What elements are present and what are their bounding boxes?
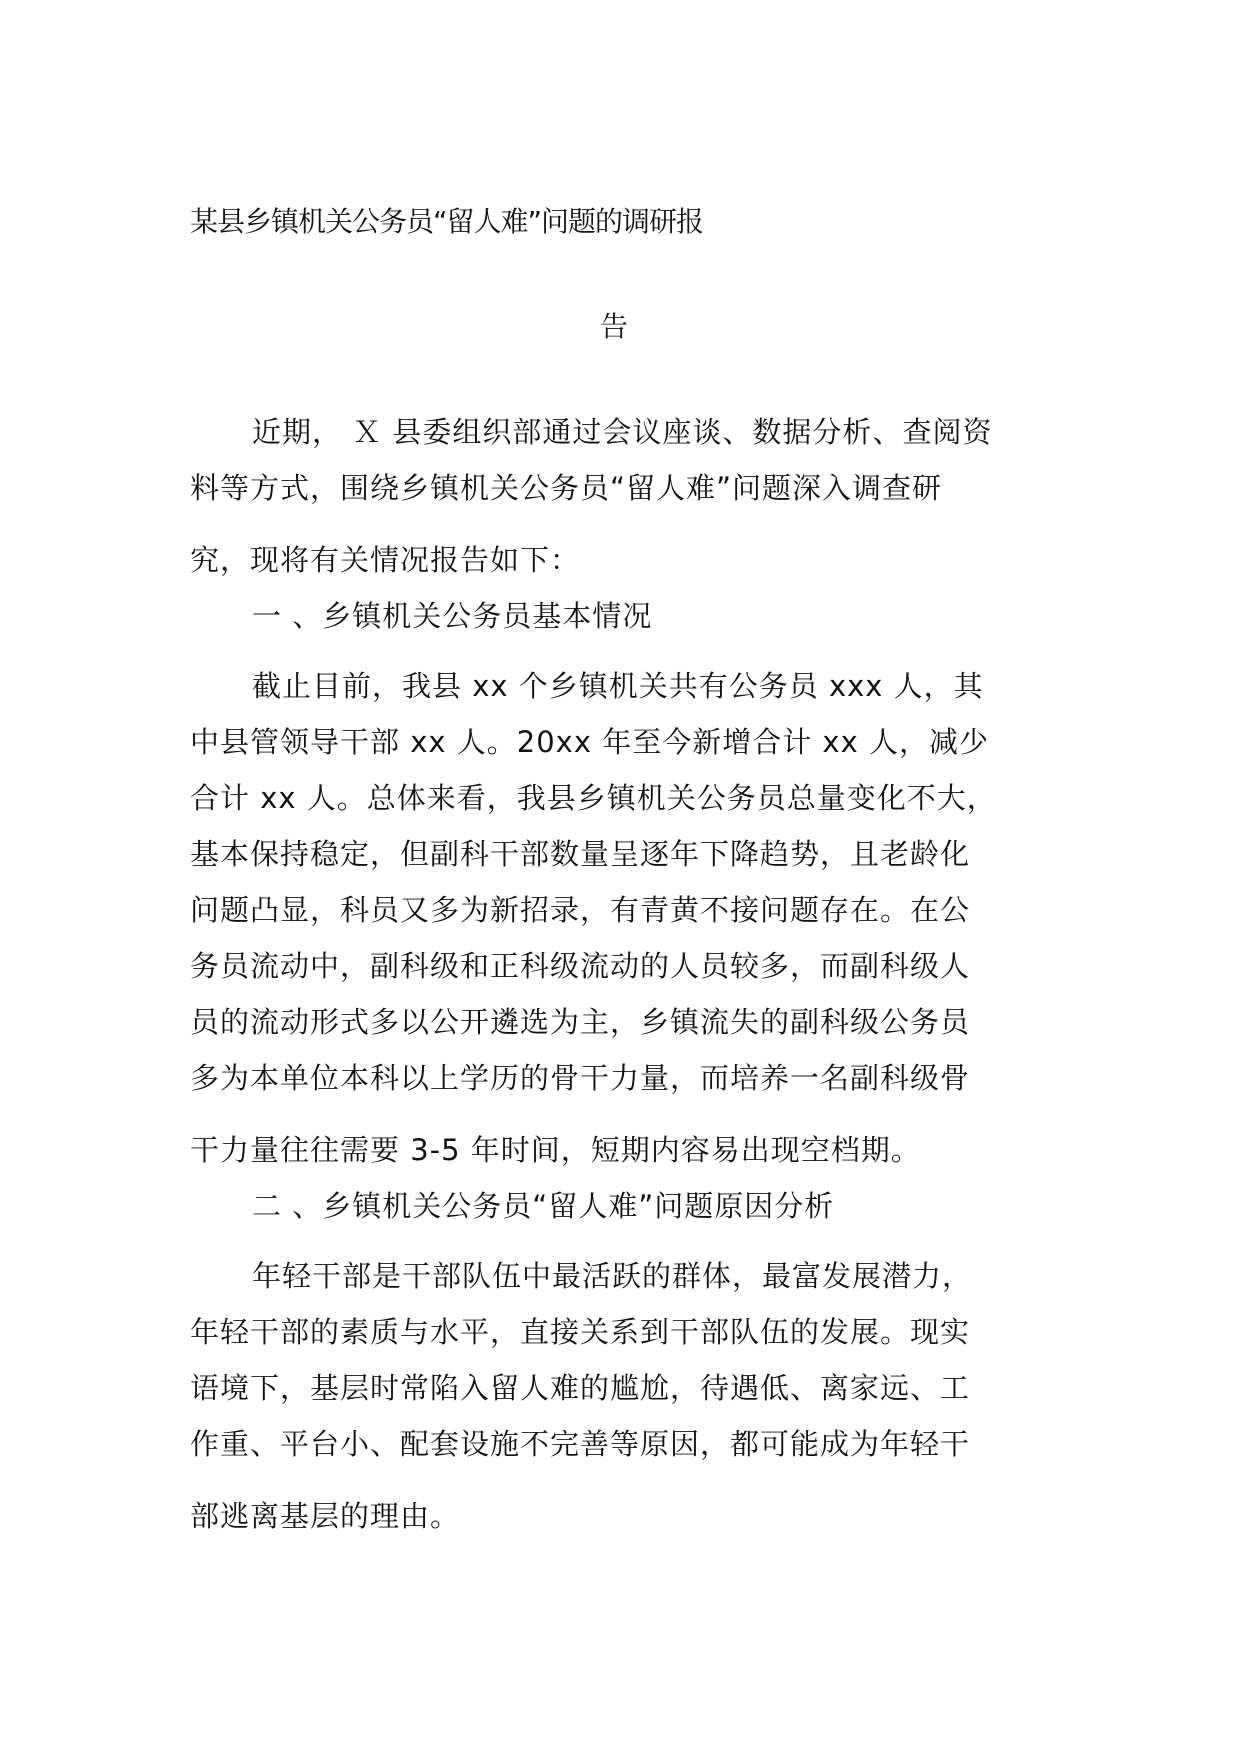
section-1-line-8: 多为本单位本科以上学历的骨干力量，而培养一名副科级骨 [190,1061,971,1095]
section-2-line-1: 年轻干部是干部队伍中最活跃的群体，最富发展潜力， [252,1259,973,1293]
section-1-line-3: 合计 xx 人。总体来看，我县乡镇机关公务员总量变化不大， [190,781,997,815]
section-2-line-4: 作重、平台小、配套设施不完善等原因，都可能成为年轻干 [190,1427,971,1461]
section-2-line-2: 年轻干部的素质与水平，直接关系到干部队伍的发展。现实 [190,1315,971,1349]
intro-line-3: 究，现将有关情况报告如下： [190,543,581,577]
section-2-line-5: 部逃离基层的理由。 [190,1499,461,1533]
section-1-line-1: 截止目前，我县 xx 个乡镇机关共有公务员 xxx 人，其 [252,669,984,703]
section-1-line-5: 问题凸显，科员又多为新招录，有青黄不接问题存在。在公 [190,893,971,927]
section-1-heading: 一 、乡镇机关公务员基本情况 [252,599,653,633]
section-1-line-9: 干力量往往需要 3-5 年时间，短期内容易出现空档期。 [190,1133,921,1167]
intro-line-1: 近期， Ｘ 县委组织部通过会议座谈、数据分析、查阅资 [252,415,993,449]
section-1-line-7: 员的流动形式多以公开遴选为主，乡镇流失的副科级公务员 [190,1005,971,1039]
section-1-line-4: 基本保持稳定，但副科干部数量呈逐年下降趋势，且老龄化 [190,837,971,871]
intro-line-2: 料等方式，围绕乡镇机关公务员“留人难”问题深入调查研 [190,471,943,505]
document-title-line-1: 某县乡镇机关公务员“留人难”问题的调研报 [190,205,704,238]
document-title-line-2: 告 [600,310,629,343]
section-1-line-2: 中县管领导干部 xx 人。20xx 年至今新增合计 xx 人，减少 [190,725,989,759]
section-2-line-3: 语境下，基层时常陷入留人难的尴尬，待遇低、离家远、工 [190,1371,971,1405]
section-1-line-6: 务员流动中，副科级和正科级流动的人员较多，而副科级人 [190,949,971,983]
section-2-heading: 二 、乡镇机关公务员“留人难”问题原因分析 [252,1189,835,1223]
